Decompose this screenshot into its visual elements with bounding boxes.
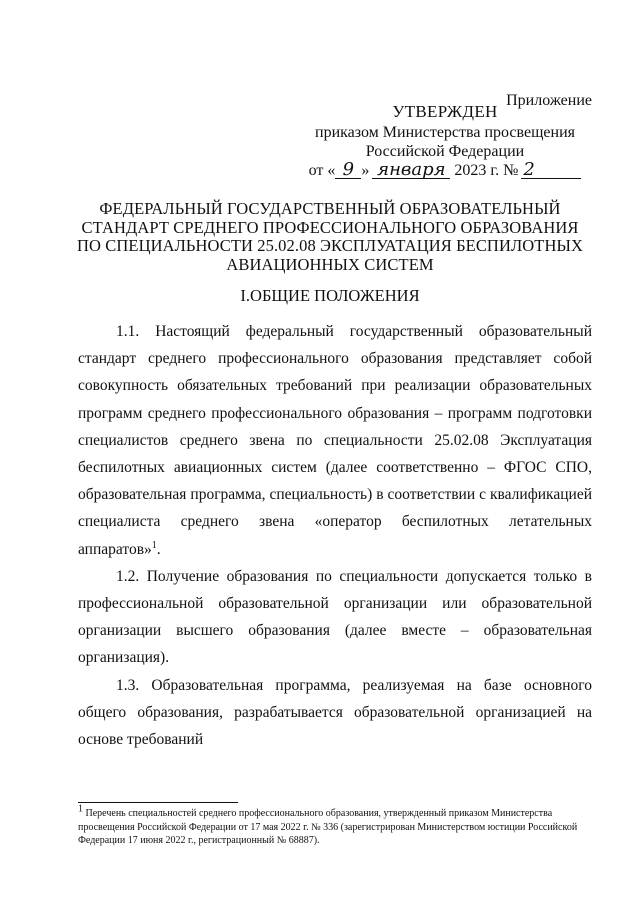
paragraph-1-3: 1.3. Образовательная программа, реализуемая на базе основного общего образования, разрабатывается образовательной организацией на основе требований [78, 676, 592, 749]
handwritten-day: 9 [335, 161, 361, 179]
handwritten-order-number: 2 [521, 161, 581, 179]
footnote-reference[interactable]: 1 [151, 539, 157, 551]
footnote-text: Перечень специальностей среднего профессионального образования, утвержденный приказом Министерства просвещения Российской Федерации от 17 мая 2022 г. № 336 (зарегистрирован Министерством юстиции Российской Федерации 17 июня 2022 г., регистрационный № 68887). [78, 808, 578, 846]
footnote-marker: 1 [78, 803, 83, 815]
paragraph-1-2: 1.2. Получение образования по специальности допускается только в профессиональной образовательной организации или образовательной организации высшего образования (далее вместе – образовательная организация). [78, 567, 592, 667]
title-line-3: ПО СПЕЦИАЛЬНОСТИ 25.02.08 ЭКСПЛУАТАЦИЯ БЕСПИЛОТНЫХ [77, 236, 583, 255]
paragraph-1-1-text: 1.1. Настоящий федеральный государственный образовательный стандарт среднего профессионального образования представляет собой совокупность обязательных требований при реализации образовательных программ среднего профессионального образования – программ подготовки специалистов среднего звена по специальности 25.02.08 Эксплуатация беспилотных авиационных систем (далее соответственно – ФГОС СПО, образовательная программа, специальность) в соответствии с квалификацией специалиста среднего звена «оператор беспилотных летательных аппаратов» [78, 323, 592, 558]
approval-line-federation: Российской Федерации [365, 143, 525, 160]
approved-heading: УТВЕРЖДЕН [392, 102, 498, 121]
order-date-line [300, 161, 590, 180]
footnote-divider [78, 802, 238, 803]
date-prefix: от « [308, 162, 336, 179]
footnote [78, 803, 592, 848]
approval-line-ministry: приказом Министерства просвещения [315, 124, 575, 141]
title-line-4: АВИАЦИОННЫХ СИСТЕМ [226, 254, 434, 274]
title-line-2: СТАНДАРТ СРЕДНЕГО ПРОФЕССИОНАЛЬНОГО ОБРАЗОВАНИЯ [81, 217, 579, 237]
approval-block [300, 102, 590, 180]
section-heading: I.ОБЩИЕ ПОЛОЖЕНИЯ [240, 286, 420, 305]
document-title [70, 200, 590, 274]
body-text [78, 318, 592, 753]
title-line-1: ФЕДЕРАЛЬНЫЙ ГОСУДАРСТВЕННЫЙ ОБРАЗОВАТЕЛЬНЫЙ [99, 199, 561, 218]
paragraph-1-1-end: . [156, 540, 161, 558]
paragraph-1-1 [78, 318, 592, 563]
appendix-label: Приложение [506, 92, 592, 109]
date-mid: » [361, 162, 370, 179]
handwritten-month: января [372, 161, 450, 179]
year-suffix: 2023 г. № [454, 162, 519, 179]
